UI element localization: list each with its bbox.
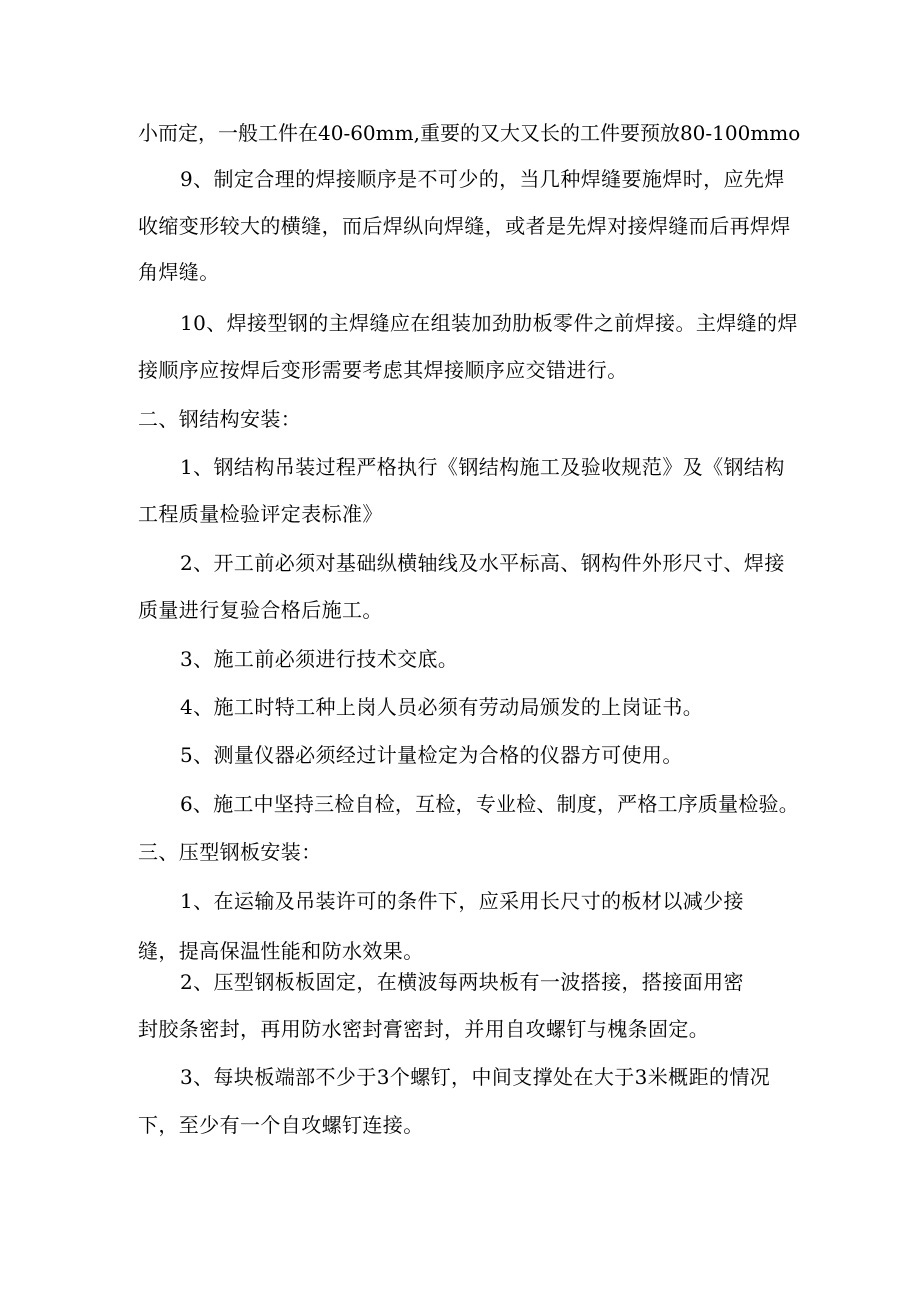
text-line: 4、施工时特工种上岗人员必须有劳动局颁发的上岗证书。 (180, 695, 704, 719)
text-line: 5、测量仪器必须经过计量检定为合格的仪器方可使用。 (180, 743, 683, 767)
text-line: 缝，提高保温性能和防水效果。 (138, 939, 424, 963)
text-line: 1、在运输及吊装许可的条件下，应采用长尺寸的板材以减少接 (180, 889, 744, 913)
text-line: 下，至少有一个自攻螺钉连接。 (138, 1113, 424, 1137)
text-line: 9、制定合理的焊接顺序是不可少的，当几种焊缝要施焊时，应先焊 (180, 167, 785, 191)
text-line: 3、每块板端部不少于3个螺钉，中间支撑处在大于3米概距的情况 (180, 1065, 771, 1089)
text-line: 10、焊接型钢的主焊缝应在组装加劲肋板零件之前焊接。主焊缝的焊 (180, 311, 798, 335)
text-line: 收缩变形较大的横缝，而后焊纵向焊缝，或者是先焊对接焊缝而后再焊焊 (138, 214, 791, 238)
text-line: 2、压型钢板板固定，在横波每两块板有一波搭接，搭接面用密 (180, 970, 744, 994)
text-line: 接顺序应按焊后变形需要考虑其焊接顺序应交错进行。 (138, 358, 628, 382)
text-line: 质量进行复验合格后施工。 (138, 598, 383, 622)
text-line: 3、施工前必须进行技术交底。 (180, 647, 459, 671)
text-line: 工程质量检验评定表标准》 (138, 502, 383, 526)
section-heading: 三、压型钢板安装： (138, 840, 322, 864)
text-line: 6、施工中坚持三检自检，互检，专业检、制度，严格工序质量检验。 (180, 792, 799, 816)
text-line: 1、钢结构吊装过程严格执行《钢结构施工及验收规范》及《钢结构 (180, 455, 785, 479)
section-heading: 二、钢结构安装： (138, 407, 302, 431)
text-line: 角焊缝。 (138, 260, 220, 284)
text-line: 封胶条密封，再用防水密封膏密封，并用自攻螺钉与槐条固定。 (138, 1017, 710, 1041)
text-line: 2、开工前必须对基础纵横轴线及水平标高、钢构件外形尺寸、焊接 (180, 551, 785, 575)
text-line: 小而定，一般工件在40-60mm,重要的又大又长的工件要预放80-100mmo (138, 121, 801, 145)
